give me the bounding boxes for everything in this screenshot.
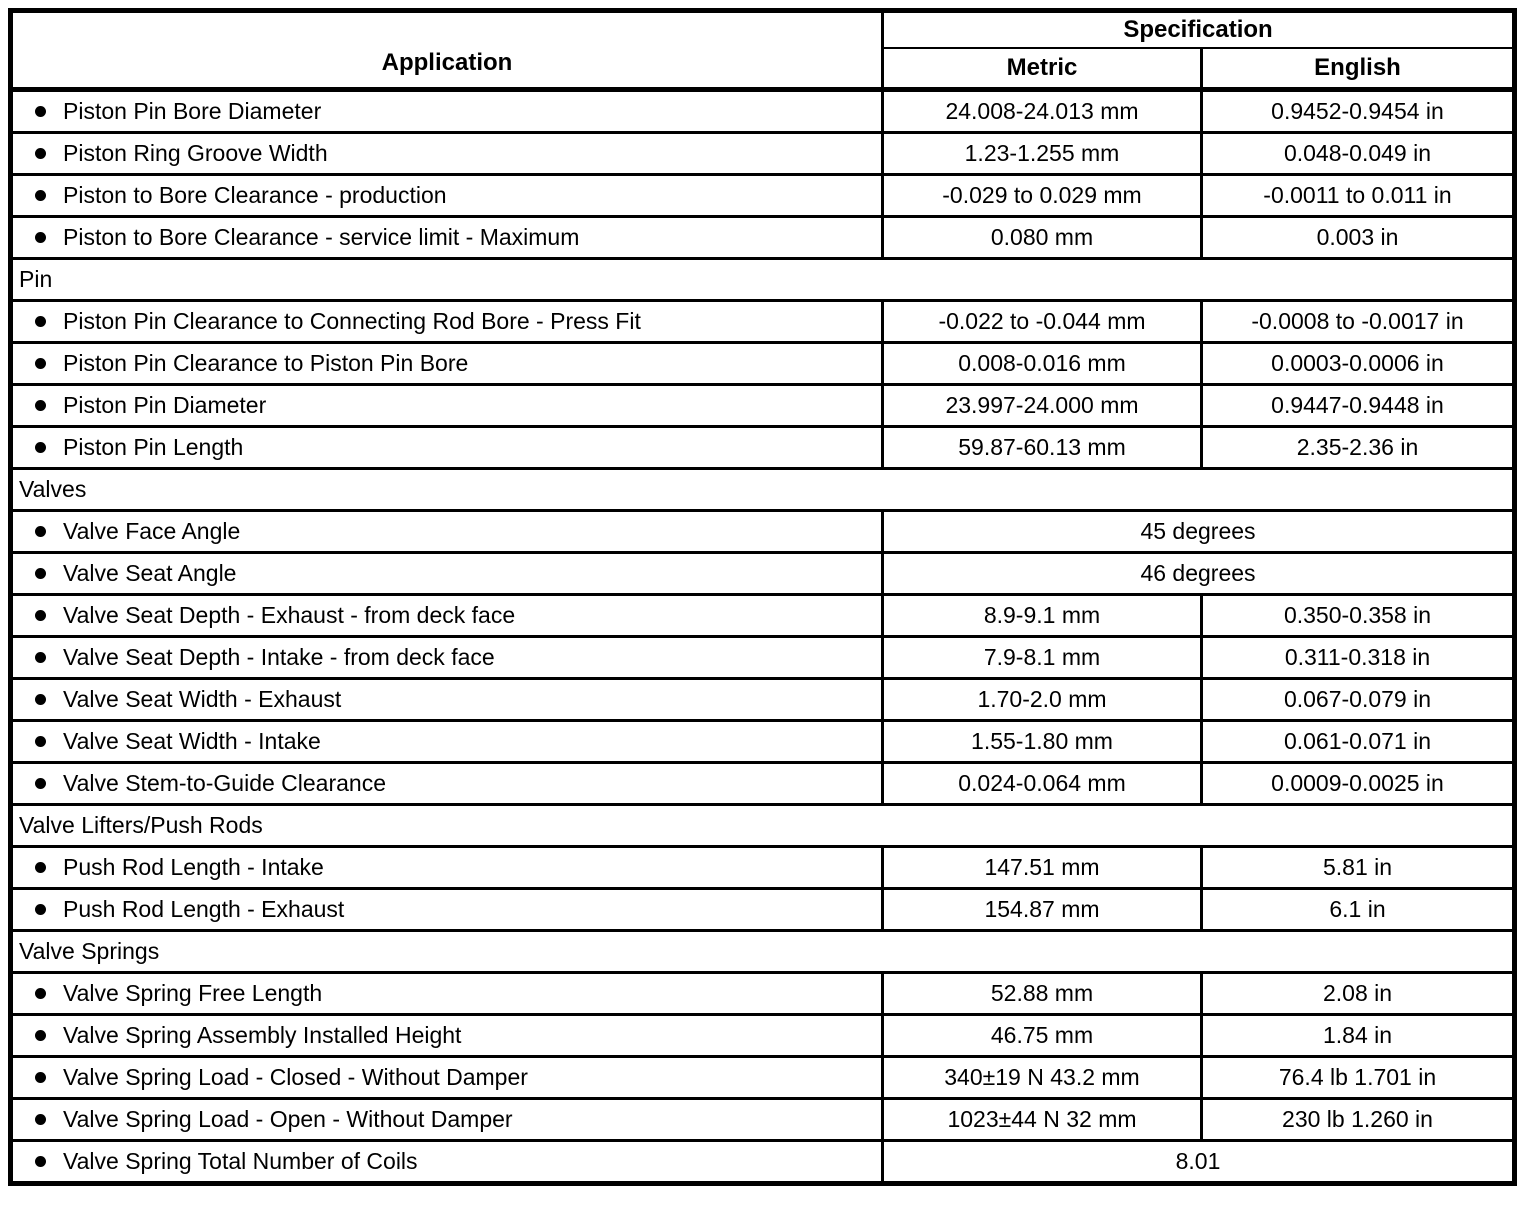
row-label: Push Rod Length - Exhaust xyxy=(63,895,345,922)
metric-value: 46.75 mm xyxy=(883,1015,1202,1057)
application-cell xyxy=(11,847,883,889)
application-cell xyxy=(11,1015,883,1057)
bullet-icon xyxy=(35,1156,46,1167)
application-cell xyxy=(11,90,883,133)
row-label: Piston Ring Groove Width xyxy=(63,139,328,166)
application-cell xyxy=(11,973,883,1015)
metric-value: 154.87 mm xyxy=(883,889,1202,931)
english-value: 5.81 in xyxy=(1202,847,1515,889)
application-cell xyxy=(11,1099,883,1141)
table-row xyxy=(11,1099,1515,1141)
bullet-icon xyxy=(35,358,46,369)
metric-value: 52.88 mm xyxy=(883,973,1202,1015)
bullet-icon xyxy=(35,190,46,201)
table-row xyxy=(11,1057,1515,1099)
section-row xyxy=(11,805,1515,847)
section-row xyxy=(11,931,1515,973)
table-row xyxy=(11,847,1515,889)
row-label: Piston to Bore Clearance - service limit - Maximum xyxy=(63,223,580,250)
english-value: 1.84 in xyxy=(1202,1015,1515,1057)
table-row xyxy=(11,637,1515,679)
section-label: Pin xyxy=(11,259,1515,301)
row-label: Valve Seat Angle xyxy=(63,559,237,586)
english-value: 0.311-0.318 in xyxy=(1202,637,1515,679)
english-header: English xyxy=(1202,48,1515,90)
row-label: Valve Spring Total Number of Coils xyxy=(63,1147,418,1174)
table-row xyxy=(11,90,1515,133)
spec-span-value: 45 degrees xyxy=(883,511,1515,553)
row-label: Piston Pin Bore Diameter xyxy=(63,97,322,124)
row-label: Piston to Bore Clearance - production xyxy=(63,181,447,208)
metric-value: -0.029 to 0.029 mm xyxy=(883,175,1202,217)
english-value: 76.4 lb 1.701 in xyxy=(1202,1057,1515,1099)
metric-value: 7.9-8.1 mm xyxy=(883,637,1202,679)
row-label: Piston Pin Length xyxy=(63,433,244,460)
row-label: Push Rod Length - Intake xyxy=(63,853,324,880)
row-label: Piston Pin Diameter xyxy=(63,391,267,418)
english-value: 6.1 in xyxy=(1202,889,1515,931)
table-row xyxy=(11,553,1515,595)
row-label: Valve Face Angle xyxy=(63,517,241,544)
row-label: Valve Spring Assembly Installed Height xyxy=(63,1021,462,1048)
bullet-icon xyxy=(35,316,46,327)
table-row xyxy=(11,763,1515,805)
table-row xyxy=(11,217,1515,259)
table-row xyxy=(11,1015,1515,1057)
english-value: 2.08 in xyxy=(1202,973,1515,1015)
table-row xyxy=(11,511,1515,553)
bullet-icon xyxy=(35,400,46,411)
english-value: 0.0009-0.0025 in xyxy=(1202,763,1515,805)
metric-header: Metric xyxy=(883,48,1202,90)
header-row-specification xyxy=(11,11,1515,49)
section-label: Valves xyxy=(11,469,1515,511)
table-row xyxy=(11,301,1515,343)
row-label: Valve Spring Free Length xyxy=(63,979,323,1006)
bullet-icon xyxy=(35,610,46,621)
bullet-icon xyxy=(35,778,46,789)
metric-value: 8.9-9.1 mm xyxy=(883,595,1202,637)
english-value: 2.35-2.36 in xyxy=(1202,427,1515,469)
bullet-icon xyxy=(35,1114,46,1125)
metric-value: 0.024-0.064 mm xyxy=(883,763,1202,805)
bullet-icon xyxy=(35,988,46,999)
bullet-icon xyxy=(35,694,46,705)
metric-value: 1.23-1.255 mm xyxy=(883,133,1202,175)
application-header: Application xyxy=(11,11,883,90)
bullet-icon xyxy=(35,148,46,159)
metric-value: 59.87-60.13 mm xyxy=(883,427,1202,469)
table-row xyxy=(11,595,1515,637)
specification-header: Specification xyxy=(883,11,1515,49)
row-label: Valve Seat Width - Exhaust xyxy=(63,685,342,712)
english-value: 0.350-0.358 in xyxy=(1202,595,1515,637)
application-cell xyxy=(11,301,883,343)
section-row xyxy=(11,469,1515,511)
application-cell xyxy=(11,763,883,805)
table-row xyxy=(11,385,1515,427)
application-cell xyxy=(11,217,883,259)
english-value: 230 lb 1.260 in xyxy=(1202,1099,1515,1141)
english-value: 0.003 in xyxy=(1202,217,1515,259)
application-cell xyxy=(11,1141,883,1184)
metric-value: 340±19 N 43.2 mm xyxy=(883,1057,1202,1099)
bullet-icon xyxy=(35,442,46,453)
bullet-icon xyxy=(35,862,46,873)
table-row xyxy=(11,1141,1515,1184)
metric-value: 0.080 mm xyxy=(883,217,1202,259)
application-cell xyxy=(11,637,883,679)
metric-value: 1023±44 N 32 mm xyxy=(883,1099,1202,1141)
metric-value: 24.008-24.013 mm xyxy=(883,90,1202,133)
metric-value: 147.51 mm xyxy=(883,847,1202,889)
english-value: 0.9452-0.9454 in xyxy=(1202,90,1515,133)
application-cell xyxy=(11,679,883,721)
row-label: Valve Stem-to-Guide Clearance xyxy=(63,769,386,796)
english-value: 0.048-0.049 in xyxy=(1202,133,1515,175)
english-value: -0.0008 to -0.0017 in xyxy=(1202,301,1515,343)
bullet-icon xyxy=(35,1072,46,1083)
section-label: Valve Lifters/Push Rods xyxy=(11,805,1515,847)
row-label: Piston Pin Clearance to Connecting Rod Bore - Press Fit xyxy=(63,307,641,334)
bullet-icon xyxy=(35,568,46,579)
metric-value: 23.997-24.000 mm xyxy=(883,385,1202,427)
application-cell xyxy=(11,427,883,469)
row-label: Valve Seat Width - Intake xyxy=(63,727,321,754)
table-row xyxy=(11,427,1515,469)
application-cell xyxy=(11,1057,883,1099)
application-cell xyxy=(11,721,883,763)
bullet-icon xyxy=(35,526,46,537)
application-cell xyxy=(11,133,883,175)
bullet-icon xyxy=(35,652,46,663)
application-cell xyxy=(11,553,883,595)
bullet-icon xyxy=(35,1030,46,1041)
bullet-icon xyxy=(35,232,46,243)
application-cell xyxy=(11,175,883,217)
english-value: 0.061-0.071 in xyxy=(1202,721,1515,763)
metric-value: 1.70-2.0 mm xyxy=(883,679,1202,721)
metric-value: -0.022 to -0.044 mm xyxy=(883,301,1202,343)
table-row xyxy=(11,679,1515,721)
row-label: Valve Spring Load - Closed - Without Damper xyxy=(63,1063,528,1090)
application-cell xyxy=(11,889,883,931)
row-label: Valve Seat Depth - Exhaust - from deck face xyxy=(63,601,516,628)
table-row xyxy=(11,973,1515,1015)
application-cell xyxy=(11,343,883,385)
specification-table xyxy=(8,8,1517,1186)
metric-value: 1.55-1.80 mm xyxy=(883,721,1202,763)
application-cell xyxy=(11,595,883,637)
application-cell xyxy=(11,385,883,427)
bullet-icon xyxy=(35,904,46,915)
bullet-icon xyxy=(35,106,46,117)
section-label: Valve Springs xyxy=(11,931,1515,973)
spec-span-value: 46 degrees xyxy=(883,553,1515,595)
english-value: 0.067-0.079 in xyxy=(1202,679,1515,721)
table-row xyxy=(11,175,1515,217)
table-row xyxy=(11,721,1515,763)
spec-span-value: 8.01 xyxy=(883,1141,1515,1184)
table-row xyxy=(11,133,1515,175)
bullet-icon xyxy=(35,736,46,747)
table-row xyxy=(11,889,1515,931)
application-cell xyxy=(11,511,883,553)
table-row xyxy=(11,343,1515,385)
row-label: Piston Pin Clearance to Piston Pin Bore xyxy=(63,349,469,376)
row-label: Valve Spring Load - Open - Without Damper xyxy=(63,1105,513,1132)
english-value: 0.0003-0.0006 in xyxy=(1202,343,1515,385)
metric-value: 0.008-0.016 mm xyxy=(883,343,1202,385)
english-value: -0.0011 to 0.011 in xyxy=(1202,175,1515,217)
row-label: Valve Seat Depth - Intake - from deck face xyxy=(63,643,495,670)
english-value: 0.9447-0.9448 in xyxy=(1202,385,1515,427)
section-row xyxy=(11,259,1515,301)
